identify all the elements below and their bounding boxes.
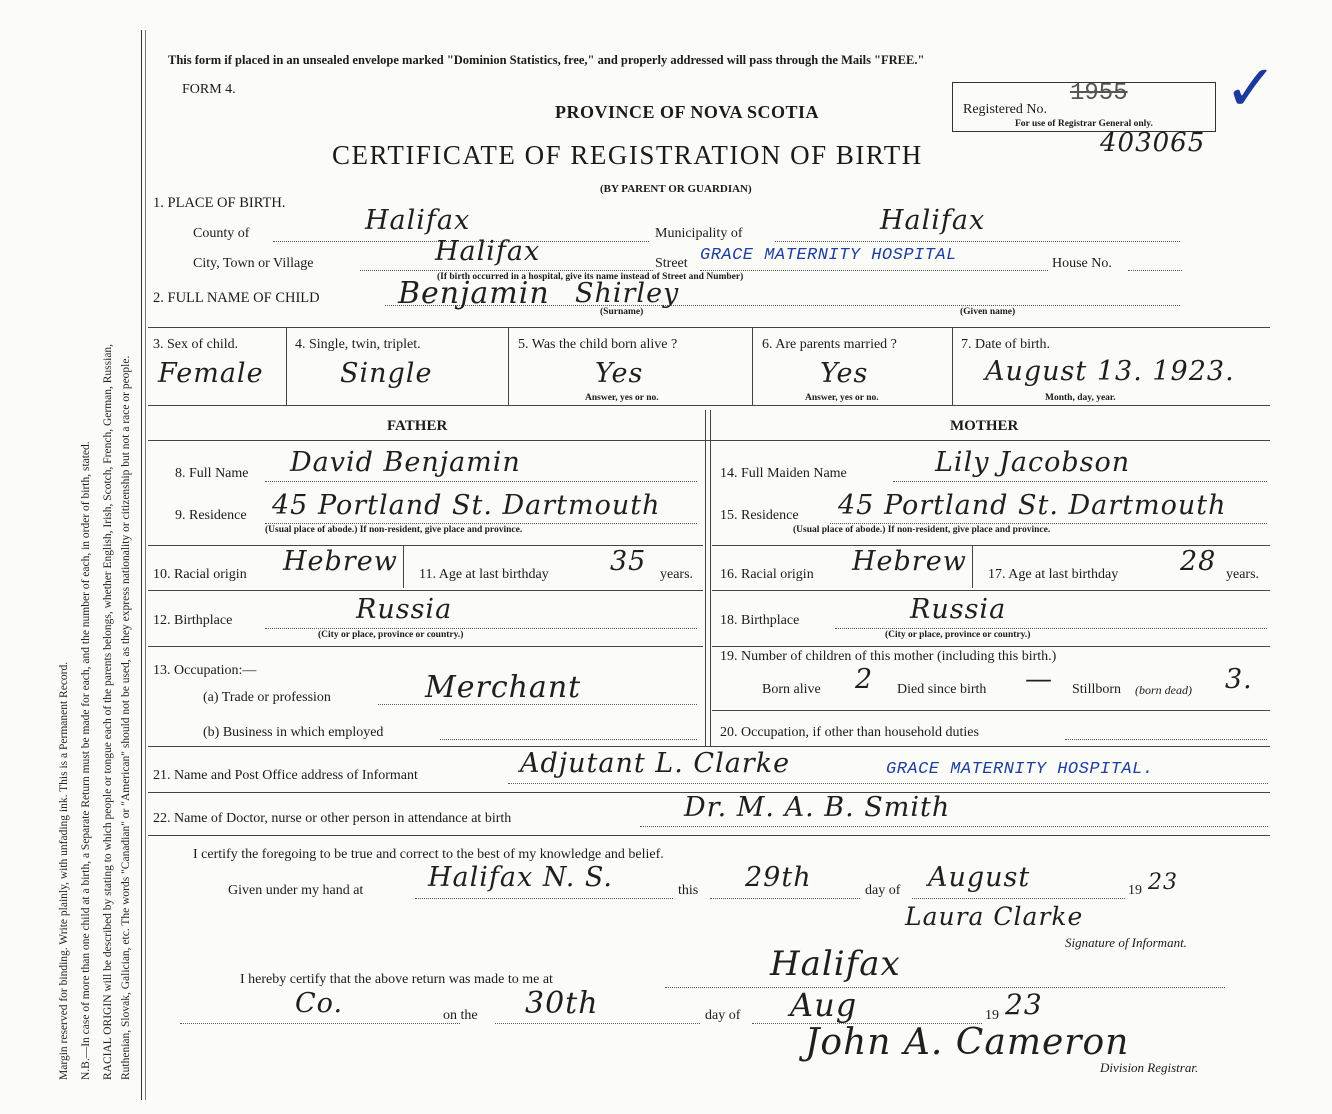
row-rule-top xyxy=(148,327,1270,328)
province-heading: PROVINCE OF NOVA SCOTIA xyxy=(555,102,820,122)
child-given-value: Shirley xyxy=(575,278,680,309)
died-since-birth-label: Died since birth xyxy=(897,682,987,697)
certificate-title: CERTIFICATE OF REGISTRATION OF BIRTH xyxy=(332,140,923,170)
stillborn-note: (born dead) xyxy=(1135,683,1192,697)
father-age-label: 11. Age at last birthday xyxy=(419,567,549,582)
house-label: House No. xyxy=(1052,256,1112,271)
father-race-label: 10. Racial origin xyxy=(153,567,247,582)
street-label: Street xyxy=(655,256,688,271)
col-rule-4 xyxy=(952,327,953,405)
parents-married-label: 6. Are parents married ? xyxy=(762,337,897,352)
mother-residence-label: 15. Residence xyxy=(720,508,799,523)
father-occupation-label: 13. Occupation:— xyxy=(153,663,257,678)
margin-note-2: N.B.—In case of more than one child at a birth, a Separate Return must be made for each, and the number of each, in order of birth, stated. xyxy=(80,441,92,1080)
father-name-value: David Benjamin xyxy=(290,447,521,478)
given-note: (Given name) xyxy=(960,307,1016,317)
doctor-value: Dr. M. A. B. Smith xyxy=(684,792,951,823)
informant-value: Adjutant L. Clarke xyxy=(520,748,791,779)
street-stamp: GRACE MATERNITY HOSPITAL xyxy=(700,246,957,265)
mother-birthplace-note: (City or place, province or country.) xyxy=(885,630,1031,640)
child-surname-value: Benjamin xyxy=(398,276,550,311)
doctor-label: 22. Name of Doctor, nurse or other person in attendance at birth xyxy=(153,811,512,826)
mother-age-value: 28 xyxy=(1180,546,1217,577)
father-race-value: Hebrew xyxy=(283,546,398,577)
col-rule-3 xyxy=(752,327,753,405)
parents-married-value: Yes xyxy=(820,358,869,389)
mother-name-value: Lily Jacobson xyxy=(935,447,1131,478)
father-name-label: 8. Full Name xyxy=(175,466,249,481)
informant-address-stamp: GRACE MATERNITY HOSPITAL. xyxy=(886,760,1154,779)
margin-note-3: RACIAL ORIGIN will be described by stating to which people or tongue each of the parents belongs, whether English, Irish, Scotch, French, German, Russian, xyxy=(102,343,114,1080)
place-of-birth-label: 1. PLACE OF BIRTH. xyxy=(153,195,286,211)
father-residence-line xyxy=(265,523,697,524)
registrar-place-cont: Co. xyxy=(295,988,344,1019)
form-number: FORM 4. xyxy=(182,82,236,97)
col-rule-1 xyxy=(286,327,287,405)
given-place-line xyxy=(415,898,673,899)
mail-notice: This form if placed in an unsealed envelope marked "Dominion Statistics, free," and properly addressed will pass through the Mails "FREE." xyxy=(168,53,925,67)
mother-residence-line xyxy=(830,523,1267,524)
father-rule-2 xyxy=(148,590,703,591)
registrar-day-of-label: day of xyxy=(705,1008,741,1023)
father-years-label: years. xyxy=(660,567,694,582)
registrar-year-prefix: 19 xyxy=(985,1008,999,1023)
born-alive-count-value: 2 xyxy=(855,664,874,695)
father-residence-label: 9. Residence xyxy=(175,508,247,523)
registrar-year-value: 23 xyxy=(1005,988,1043,1021)
registered-number: 1955 xyxy=(1070,80,1128,107)
parents-bottom-rule xyxy=(148,746,1270,747)
registrar-signature-label: Division Registrar. xyxy=(1100,1060,1199,1075)
handwritten-number: 403065 xyxy=(1100,128,1206,158)
registrar-note: For use of Registrar General only. xyxy=(1015,119,1153,129)
registrar-month-value: Aug xyxy=(790,986,858,1024)
given-month-line xyxy=(912,898,1125,899)
mother-age-label: 17. Age at last birthday xyxy=(988,567,1119,582)
dob-label: 7. Date of birth. xyxy=(961,337,1051,352)
mother-children-label: 19. Number of children of this mother (including this birth.) xyxy=(720,649,1057,664)
certificate-subtitle: (BY PARENT OR GUARDIAN) xyxy=(600,183,752,195)
mother-rule-4 xyxy=(712,710,1270,711)
surname-note: (Surname) xyxy=(600,307,644,317)
row-rule-bottom xyxy=(148,405,1270,406)
parents-married-note: Answer, yes or no. xyxy=(805,393,879,403)
plurality-label: 4. Single, twin, triplet. xyxy=(295,337,421,352)
registrar-statement: I hereby certify that the above return was made to me at xyxy=(240,972,553,987)
mother-birthplace-line xyxy=(835,628,1267,629)
born-alive-count-label: Born alive xyxy=(762,682,821,697)
given-day-of-label: day of xyxy=(865,883,901,898)
mother-race-label: 16. Racial origin xyxy=(720,567,814,582)
mother-race-divider xyxy=(972,545,973,588)
city-label: City, Town or Village xyxy=(193,256,314,271)
given-year-value: 23 xyxy=(1148,870,1178,895)
stillborn-label: Stillborn xyxy=(1072,682,1122,697)
mother-rule-3 xyxy=(712,646,1270,647)
margin-note-4: Ruthenian, Slovak, Galician, etc. The words "Canadian" or "American" should not be used, as they express nationality or citizenship but not a race or people. xyxy=(120,355,132,1080)
municipality-label: Municipality of xyxy=(655,226,743,241)
mother-heading: MOTHER xyxy=(950,418,1019,434)
father-trade-label: (a) Trade or profession xyxy=(203,690,331,705)
registry-checkmark: ✓ xyxy=(1224,52,1279,126)
father-residence-value: 45 Portland St. Dartmouth xyxy=(272,490,661,521)
margin-rule-inner xyxy=(145,30,146,1100)
mother-birthplace-value: Russia xyxy=(910,594,1007,625)
mother-residence-value: 45 Portland St. Dartmouth xyxy=(838,490,1227,521)
mother-abode-note: (Usual place of abode.) If non-resident, give place and province. xyxy=(793,525,1051,535)
registrar-signature: John A. Cameron xyxy=(805,1022,1130,1063)
father-birthplace-label: 12. Birthplace xyxy=(153,613,233,628)
informant-signature-label: Signature of Informant. xyxy=(1065,935,1187,950)
died-since-birth-value: — xyxy=(1025,664,1053,695)
born-alive-value: Yes xyxy=(595,358,644,389)
registrar-place-line-2 xyxy=(180,1023,460,1024)
on-the-label: on the xyxy=(443,1008,478,1023)
doctor-rule xyxy=(148,835,1270,836)
father-heading: FATHER xyxy=(387,418,448,434)
city-value: Halifax xyxy=(435,236,541,267)
street-line xyxy=(700,270,1048,271)
parents-divider-2 xyxy=(710,410,711,746)
born-alive-note: Answer, yes or no. xyxy=(585,393,659,403)
registered-label: Registered No. xyxy=(963,102,1047,117)
hospital-note: (If birth occurred in a hospital, give its name instead of Street and Number) xyxy=(437,272,744,282)
parents-heading-rule xyxy=(148,440,1270,441)
municipality-line xyxy=(775,241,1180,242)
registrar-place-value: Halifax xyxy=(770,944,901,984)
mother-birthplace-label: 18. Birthplace xyxy=(720,613,800,628)
father-trade-value: Merchant xyxy=(425,670,582,705)
municipality-value: Halifax xyxy=(880,205,986,236)
this-label: this xyxy=(678,883,699,898)
father-rule-3 xyxy=(148,646,703,647)
father-birthplace-value: Russia xyxy=(356,594,453,625)
given-year-prefix: 19 xyxy=(1128,883,1142,898)
given-place-value: Halifax N. S. xyxy=(428,862,613,893)
registrar-place-line xyxy=(665,987,1225,988)
doctor-line xyxy=(640,826,1268,827)
mother-race-value: Hebrew xyxy=(852,546,967,577)
informant-label: 21. Name and Post Office address of Informant xyxy=(153,768,418,783)
mother-rule-2 xyxy=(712,590,1270,591)
child-name-label: 2. FULL NAME OF CHILD xyxy=(153,290,320,306)
mother-occupation-line xyxy=(1065,739,1267,740)
father-birthplace-line xyxy=(265,628,697,629)
sex-label: 3. Sex of child. xyxy=(153,337,239,352)
county-label: County of xyxy=(193,226,250,241)
stillborn-value: 3. xyxy=(1225,664,1253,695)
given-month-value: August xyxy=(928,862,1031,893)
dob-value: August 13. 1923. xyxy=(985,356,1235,387)
house-line xyxy=(1128,270,1182,271)
margin-rule xyxy=(141,30,142,1100)
father-birthplace-note: (City or place, province or country.) xyxy=(318,630,464,640)
given-under-label: Given under my hand at xyxy=(228,883,364,898)
parents-divider xyxy=(705,410,706,746)
mother-years-label: years. xyxy=(1226,567,1260,582)
father-age-value: 35 xyxy=(610,546,647,577)
father-abode-note: (Usual place of abode.) If non-resident, give place and province. xyxy=(265,525,523,535)
informant-signature: Laura Clarke xyxy=(905,902,1084,931)
col-rule-2 xyxy=(508,327,509,405)
born-alive-label: 5. Was the child born alive ? xyxy=(518,337,678,352)
certify-statement: I certify the foregoing to be true and correct to the best of my knowledge and belief. xyxy=(193,847,664,862)
city-line xyxy=(360,270,653,271)
father-business-label: (b) Business in which employed xyxy=(203,725,384,740)
mother-occupation-label: 20. Occupation, if other than household duties xyxy=(720,725,979,740)
plurality-value: Single xyxy=(340,358,433,389)
given-day-value: 29th xyxy=(745,862,812,893)
registrar-day-line xyxy=(495,1023,700,1024)
informant-line xyxy=(508,783,1268,784)
dob-note: Month, day, year. xyxy=(1045,393,1116,403)
sex-value: Female xyxy=(158,358,264,389)
mother-name-line xyxy=(893,481,1267,482)
mother-name-label: 14. Full Maiden Name xyxy=(720,466,847,481)
given-day-line xyxy=(710,898,860,899)
county-value: Halifax xyxy=(365,205,471,236)
margin-note-1: Margin reserved for binding. Write plainly, with unfading ink. This is a Permanent Record. xyxy=(58,661,70,1080)
registrar-day-value: 30th xyxy=(525,986,599,1021)
father-name-line xyxy=(265,481,697,482)
father-business-line xyxy=(440,739,697,740)
father-race-divider xyxy=(403,545,404,588)
